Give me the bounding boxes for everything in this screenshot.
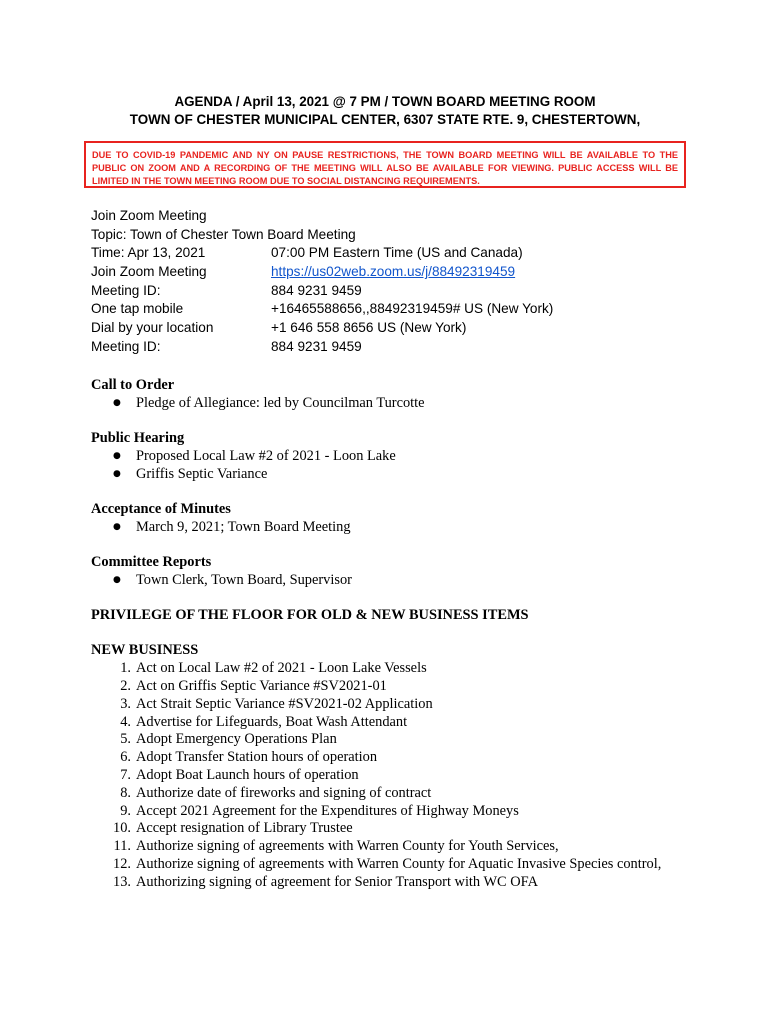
- section-committee-reports: [91, 554, 691, 590]
- item-number: 9.: [120, 802, 131, 819]
- section-title: Public Hearing: [91, 430, 185, 447]
- section-title: Call to Order: [91, 377, 175, 393]
- zoom-one-tap-value: +16465588656,,88492319459# US (New York): [271, 301, 554, 317]
- bullet-item: [91, 466, 691, 484]
- item-text: Adopt Boat Launch hours of operation: [136, 767, 359, 784]
- item-text: Accept resignation of Library Trustee: [136, 820, 353, 837]
- zoom-meeting-link[interactable]: https://us02web.zoom.us/j/88492319459: [271, 264, 516, 280]
- bullet-item: [91, 395, 691, 413]
- section-call-to-order: [91, 377, 691, 413]
- bullet-list: [91, 395, 691, 413]
- bullet-list: [91, 519, 691, 537]
- bullet-text: March 9, 2021; Town Board Meeting: [136, 518, 351, 535]
- zoom-meeting-id-label: Meeting ID:: [91, 282, 161, 298]
- zoom-dial-label: Dial by your location: [91, 320, 214, 336]
- item-text: Adopt Emergency Operations Plan: [136, 731, 337, 748]
- new-business-list: [91, 660, 691, 891]
- zoom-meeting-id-row-2: [91, 338, 553, 357]
- zoom-one-tap-label: One tap mobile: [91, 301, 184, 317]
- item-text: Accept 2021 Agreement for the Expenditures of Highway Moneys: [136, 802, 519, 819]
- item-number: 10.: [113, 820, 131, 837]
- list-item: [91, 856, 691, 874]
- bullet-icon: ●: [113, 521, 121, 532]
- bullet-text: Town Clerk, Town Board, Supervisor: [136, 571, 352, 588]
- zoom-topic: Topic: Town of Chester Town Board Meeting: [91, 226, 356, 242]
- item-number: 5.: [120, 731, 131, 748]
- section-public-hearing: [91, 430, 691, 483]
- bullet-text: Griffis Septic Variance: [136, 465, 268, 482]
- item-number: 12.: [113, 856, 131, 873]
- list-item: [91, 714, 691, 732]
- item-text: Adopt Transfer Station hours of operation: [136, 749, 378, 766]
- item-number: 8.: [120, 784, 131, 801]
- list-item: [91, 678, 691, 696]
- zoom-dial-row: [91, 319, 553, 338]
- zoom-meeting-id-value: 884 9231 9459: [271, 282, 362, 298]
- section-title: Acceptance of Minutes: [91, 500, 231, 517]
- item-text: Authorize signing of agreements with Warren County for Aquatic Invasive Species control,: [136, 856, 662, 873]
- list-item: [91, 838, 691, 856]
- zoom-meeting-info: [91, 207, 553, 357]
- section-title: Committee Reports: [91, 554, 212, 571]
- list-item: [91, 749, 691, 767]
- item-text: Authorizing signing of agreement for Senior Transport with WC OFA: [136, 873, 538, 890]
- bullet-item: [91, 572, 691, 590]
- zoom-meeting-id-value-2: 884 9231 9459: [271, 338, 362, 354]
- zoom-meeting-id-label-2: Meeting ID:: [91, 338, 161, 354]
- zoom-link-label: Join Zoom Meeting: [91, 264, 207, 280]
- section-title: NEW BUSINESS: [91, 642, 199, 659]
- zoom-one-tap-row: [91, 300, 553, 319]
- item-number: 6.: [120, 749, 131, 766]
- zoom-meeting-id-row: [91, 282, 553, 301]
- item-number: 1.: [120, 660, 131, 677]
- zoom-time-row: [91, 244, 553, 263]
- bullet-item: [91, 448, 691, 466]
- bullet-icon: ●: [113, 450, 121, 461]
- item-number: 13.: [113, 873, 131, 890]
- bullet-list: [91, 448, 691, 484]
- covid-notice-text: DUE TO COVID-19 PANDEMIC AND NY ON PAUSE RESTRICTIONS, THE TOWN BOARD MEETING WILL BE AVAILABLE TO THE PUBLIC ON ZOOM AND A RECORDING OF THE MEETING WILL ALSO BE AVAILABLE FOR VIEWING. PUBLIC ACCESS WILL BE LIMITED IN THE TOWN MEETING ROOM DUE TO SOCIAL DISTANCING REQUIREMENTS.: [92, 150, 678, 186]
- item-text: Authorize date of fireworks and signing of contract: [136, 784, 432, 801]
- zoom-time-value: 07:00 PM Eastern Time (US and Canada): [271, 245, 523, 261]
- zoom-time-label: Time: Apr 13, 2021: [91, 245, 206, 261]
- bullet-icon: ●: [113, 468, 121, 479]
- list-item: [91, 803, 691, 821]
- item-number: 11.: [113, 838, 131, 855]
- section-acceptance-of-minutes: [91, 501, 691, 537]
- list-item: [91, 731, 691, 749]
- item-text: Advertise for Lifeguards, Boat Wash Attendant: [136, 713, 408, 730]
- item-number: 3.: [120, 695, 131, 712]
- list-item: [91, 874, 691, 892]
- item-text: Act on Griffis Septic Variance #SV2021-01: [136, 678, 387, 695]
- zoom-dial-value: +1 646 558 8656 US (New York): [271, 320, 467, 336]
- bullet-list: [91, 572, 691, 590]
- bullet-item: [91, 519, 691, 537]
- agenda-header: [0, 93, 770, 129]
- item-number: 4.: [120, 713, 131, 730]
- list-item: [91, 696, 691, 714]
- item-text: Authorize signing of agreements with Warren County for Youth Services,: [136, 838, 559, 855]
- item-number: 2.: [120, 678, 131, 695]
- privilege-of-the-floor-heading: PRIVILEGE OF THE FLOOR FOR OLD & NEW BUSINESS ITEMS: [91, 607, 529, 624]
- bullet-icon: ●: [113, 574, 121, 585]
- section-new-business: [91, 642, 691, 891]
- agenda-location: TOWN OF CHESTER MUNICIPAL CENTER, 6307 STATE RTE. 9, CHESTERTOWN,: [129, 112, 641, 127]
- zoom-join-heading: Join Zoom Meeting: [91, 208, 207, 223]
- zoom-link-row: [91, 263, 553, 282]
- item-text: Act Strait Septic Variance #SV2021-02 Application: [136, 695, 433, 712]
- list-item: [91, 767, 691, 785]
- item-text: Act on Local Law #2 of 2021 - Loon Lake Vessels: [136, 660, 427, 677]
- list-item: [91, 660, 691, 678]
- list-item: [91, 785, 691, 803]
- covid-notice-box: [84, 141, 686, 188]
- bullet-text: Proposed Local Law #2 of 2021 - Loon Lake: [136, 447, 396, 464]
- agenda-title: AGENDA / April 13, 2021 @ 7 PM / TOWN BOARD MEETING ROOM: [174, 94, 596, 109]
- list-item: [91, 820, 691, 838]
- agenda-sections: [91, 377, 691, 909]
- bullet-text: Pledge of Allegiance: led by Councilman Turcotte: [136, 394, 425, 411]
- bullet-icon: ●: [113, 397, 121, 408]
- item-number: 7.: [120, 767, 131, 784]
